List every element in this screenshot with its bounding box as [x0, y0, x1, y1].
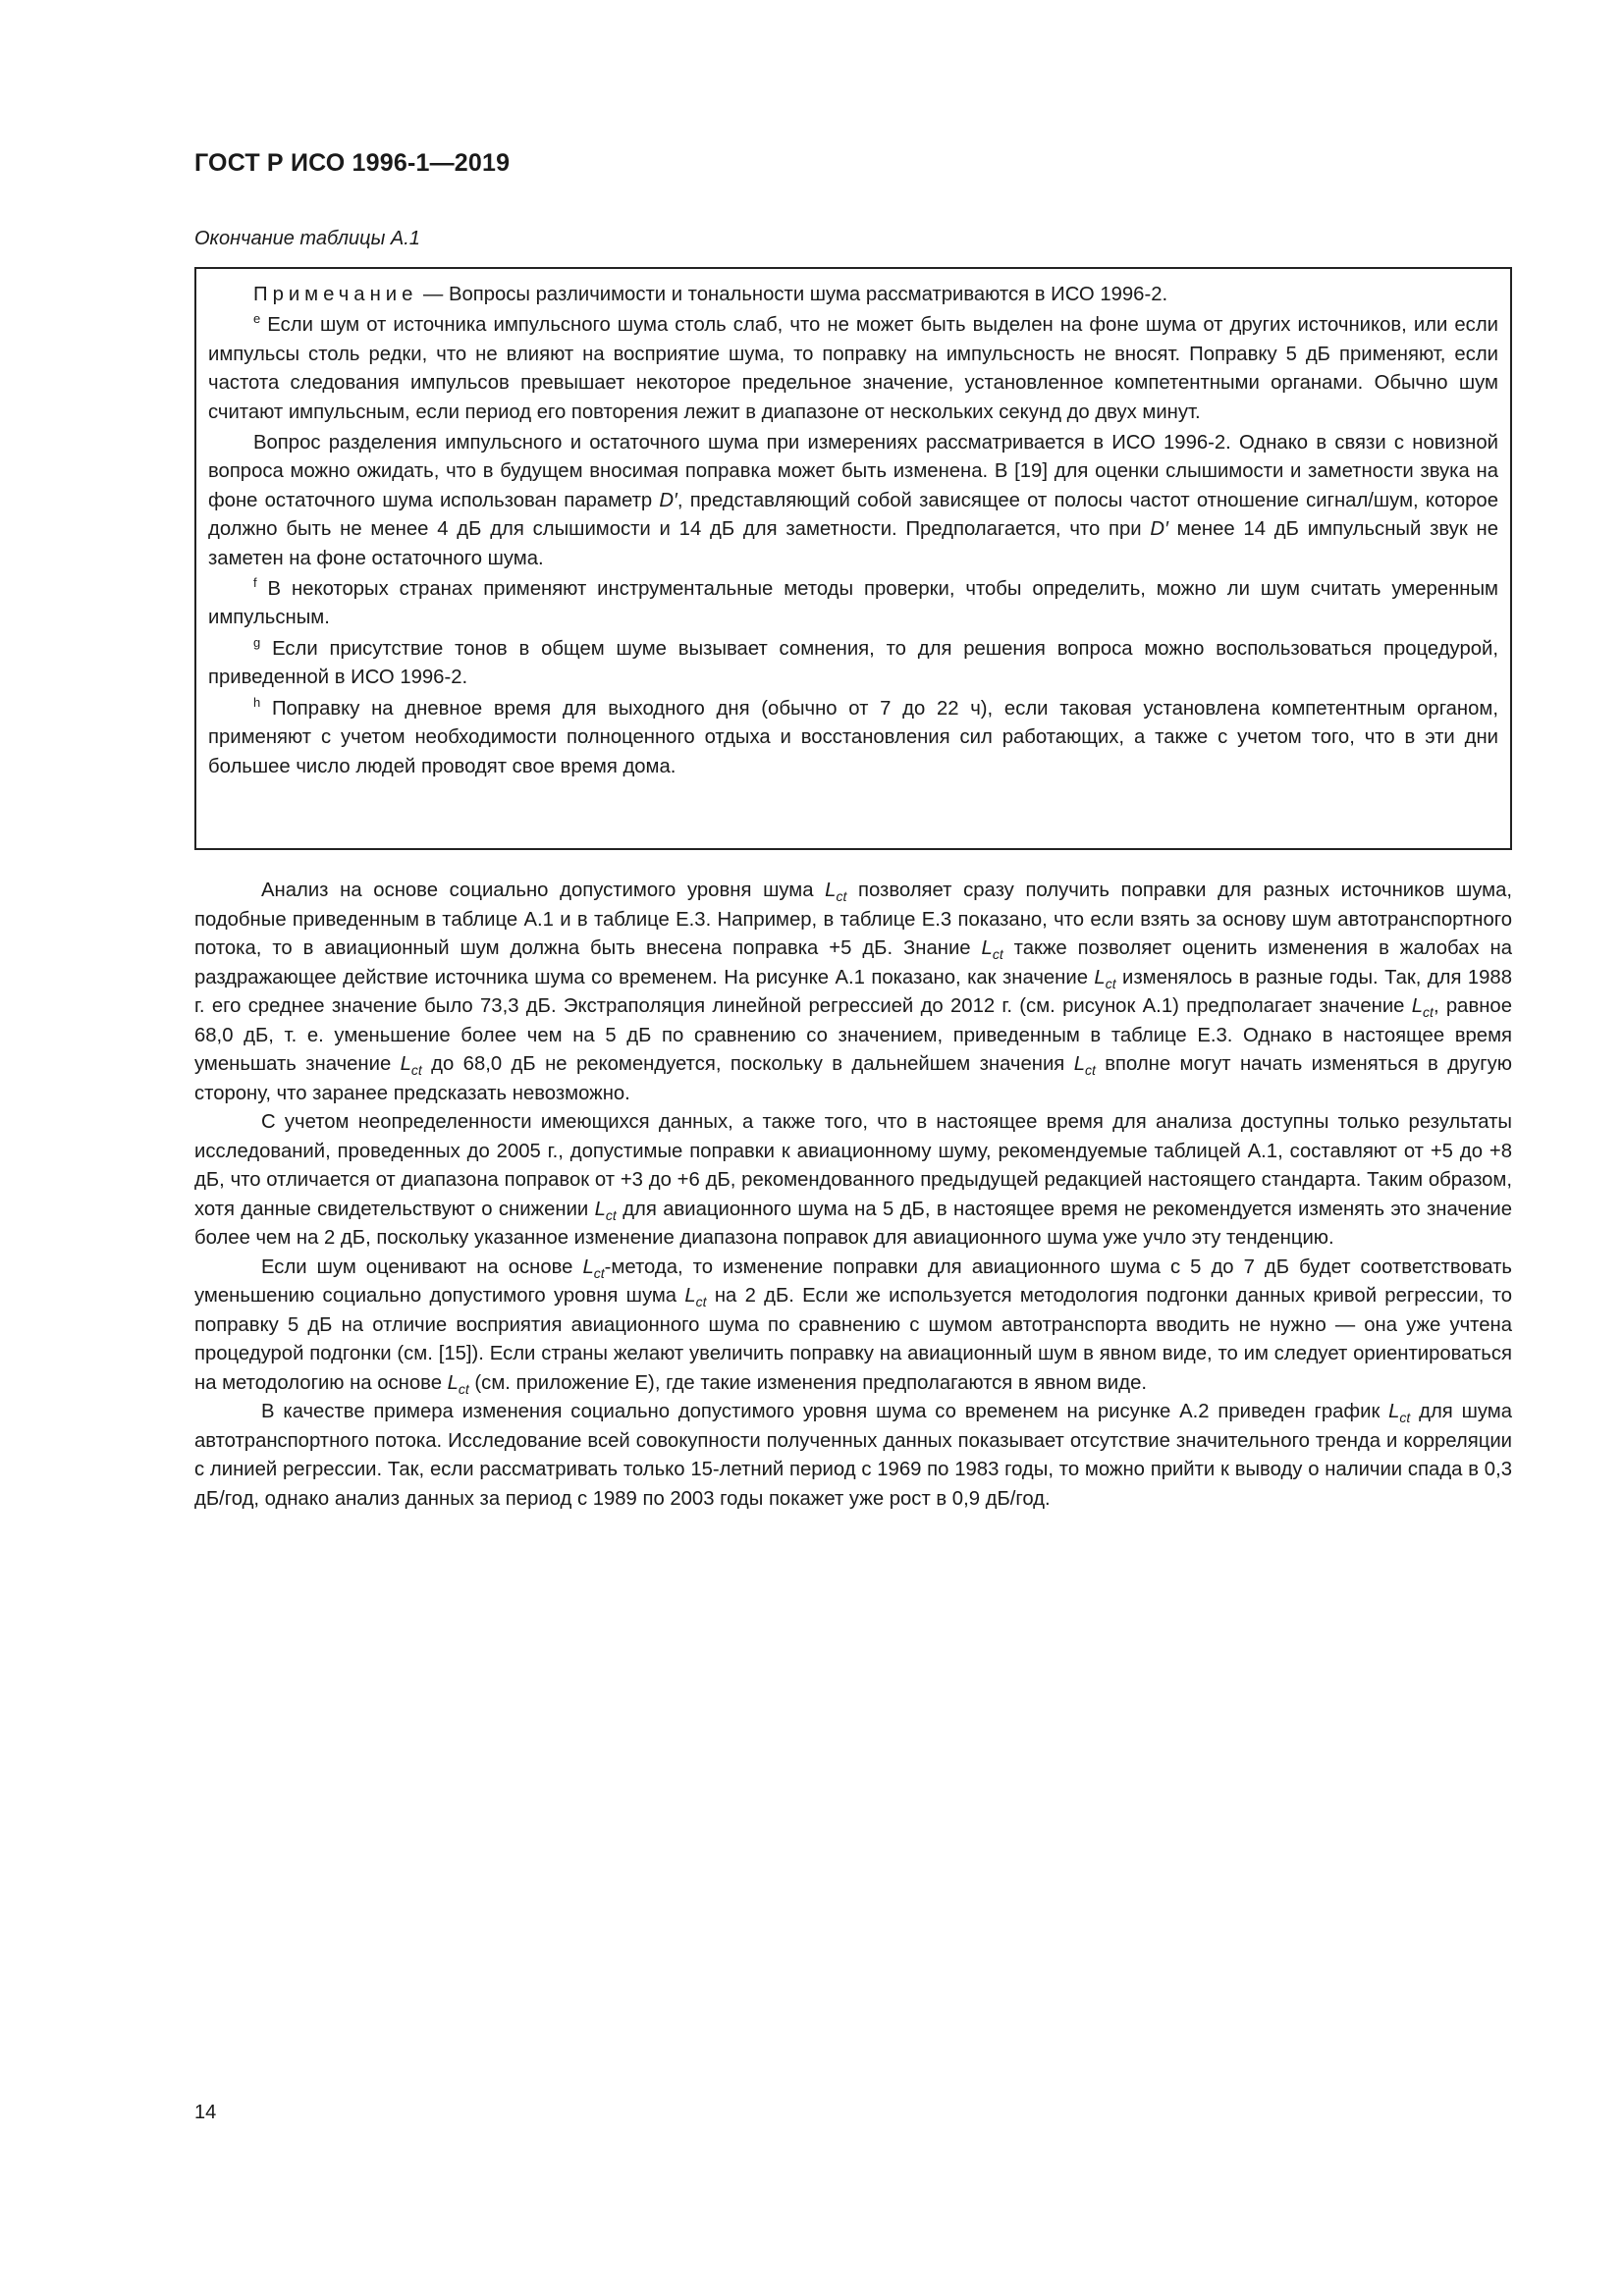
note-label: Примечание [253, 284, 418, 305]
lct-symbol: $L_{ct}$ [981, 937, 1003, 962]
lct-symbol: $L_{ct}$ [447, 1371, 469, 1397]
table-continuation-caption: Окончание таблицы А.1 [194, 228, 420, 249]
lct-symbol: $L_{ct}$ [1388, 1401, 1411, 1425]
note-paragraph: Примечание — Вопросы различимости и тональности шума рассматриваются в ИСО 1996-2. [253, 284, 1168, 305]
document-header: ГОСТ Р ИСО 1996-1—2019 [194, 149, 511, 177]
lct-symbol: $L_{ct}$ [1094, 966, 1116, 991]
d-prime-symbol: D′ [659, 489, 677, 511]
footnote-marker: f [253, 575, 257, 591]
footnote-g: $^g$ Если присутствие тонов в общем шуме вызывает сомнения, то для решения вопроса можно воспользоваться процедурой, приведенной в ИСО 1996-2. [208, 634, 1498, 689]
lct-symbol: $L_{ct}$ [582, 1255, 605, 1281]
footnote-e: $^e$ Если шум от источника импульсного шума столь слаб, что не может быть выделен на фоне шума от других источников, или если импульсы столь редки, что не влияют на восприятие шума, то поправку на импульсность не вносят. Поправку 5 дБ применяют, если частота следования импульсов превышает некоторое предельное значение, установленное компетентными органами. Обычно шум считают импульсным, если период его повторения лежит в диапазоне от нескольких секунд до двух минут. [208, 311, 1498, 423]
footnote-marker: g [253, 634, 261, 650]
footnote-marker: e [253, 311, 261, 327]
d-prime-symbol: D′ [1150, 518, 1168, 541]
lct-symbol: $L_{ct}$ [684, 1285, 707, 1309]
body-paragraph-2: С учетом неопределенности имеющихся данных, а также того, что в настоящее время для анализа доступны только результаты исследований, проведенных до 2005 г., допустимые поправки к авиационному шуму, рекомендуемые таблицей А.1, составляют от +5 до +8 дБ, что отличается от диапазона поправок от +3 до +6 дБ, рекомендованного предыдущей редакцией настоящего стандарта. Таким образом, хотя данные свидетельствуют о снижении $L_{ct}$ для авиационного шума на 5 дБ, в настоящее время не рекомендуется изменять это значение более чем на 2 дБ, поскольку указанное изменение диапазона поправок для авиационного шума уже учло эту тенденцию. [194, 1111, 1512, 1249]
lct-symbol: $L_{ct}$ [1073, 1053, 1096, 1078]
lct-symbol: $L_{ct}$ [594, 1198, 617, 1223]
lct-symbol: $L_{ct}$ [825, 880, 847, 904]
lct-symbol: $L_{ct}$ [1411, 995, 1434, 1020]
footnote-e-continuation: Вопрос разделения импульсного и остаточного шума при измерениях рассматривается в ИСО 1996-2. Однако в связи с новизной вопроса можно ожидать, что в будущем вносимая поправка может быть изменена. В [19] для оценки слышимости и заметности звука на фоне остаточного шума использован параметр D′, представляющий собой зависящее от полосы частот отношение сигнал/шум, которое должно быть не менее 4 дБ для слышимости и 14 дБ для заметности. Предполагается, что при D′ менее 14 дБ импульсный звук не заметен на фоне остаточного шума. [208, 432, 1498, 569]
lct-symbol: $L_{ct}$ [400, 1053, 422, 1078]
body-paragraph-3: Если шум оценивают на основе $L_{ct}$-метода, то изменение поправки для авиационного шума с 5 до 7 дБ будет соответствовать уменьшению социально допустимого уровня шума $L_{ct}$ на 2 дБ. Если же используется методология подгонки данных кривой регрессии, то поправку 5 дБ на отличие восприятия авиационного шума по сравнению с шумом автотранспорта вводить не нужно — она уже учтена процедурой подгонки (см. [15]). Если страны желают увеличить поправку на авиационный шум в явном виде, то им следует ориентироваться на методологию на основе $L_{ct}$ (см. приложение Е), где такие изменения предполагаются в явном виде. [194, 1255, 1512, 1397]
body-paragraph-4: В качестве примера изменения социально допустимого уровня шума со временем на рисунке А.2 приведен график $L_{ct}$ для шума автотранспортного потока. Исследование всей совокупности полученных данных показывает отсутствие значительного тренда и корреляции с линией регрессии. Так, если рассматривать только 15-летний период с 1969 по 1983 годы, то можно прийти к выводу о наличии спада в 0,3 дБ/год, однако анализ данных за период с 1989 по 2003 годы покажет уже рост в 0,9 дБ/год. [194, 1401, 1512, 1510]
footnote-h: $^h$ Поправку на дневное время для выходного дня (обычно от 7 до 22 ч), если таковая установлена компетентным органом, применяют с учетом необходимости полноценного отдыха и восстановления сил работающих, а также с учетом того, что в эти дни большее число людей проводят свое время дома. [208, 694, 1498, 777]
body-text [194, 877, 1512, 1514]
footnote-marker: h [253, 694, 261, 710]
table-notes-box [194, 267, 1512, 850]
page-number: 14 [194, 2102, 217, 2123]
footnote-f: $^f$ В некоторых странах применяют инструментальные методы проверки, чтобы определить, можно ли шум считать умеренным импульсным. [208, 575, 1498, 629]
body-paragraph-1: Анализ на основе социально допустимого уровня шума $L_{ct}$ позволяет сразу получить поправки для разных источников шума, подобные приведенным в таблице А.1 и в таблице Е.3. Например, в таблице Е.3 показано, что если взять за основу шум автотранспортного потока, то в авиационный шум должна быть внесена поправка +5 дБ. Знание $L_{ct}$ также позволяет оценить изменения в жалобах на раздражающее действие источника шума со временем. На рисунке А.1 показано, как значение $L_{ct}$ изменялось в разные годы. Так, для 1988 г. его среднее значение было 73,3 дБ. Экстраполяция линейной регрессией до 2012 г. (см. рисунок А.1) предполагает значение $L_{ct}$, равное 68,0 дБ, т. е. уменьшение более чем на 5 дБ по сравнению со значением, приведенным в таблице Е.3. Однако в настоящее время уменьшать значение $L_{ct}$ до 68,0 дБ не рекомендуется, поскольку в дальнейшем значения $L_{ct}$ вполне могут начать изменяться в другую сторону, что заранее предсказать невозможно. [194, 880, 1512, 1104]
